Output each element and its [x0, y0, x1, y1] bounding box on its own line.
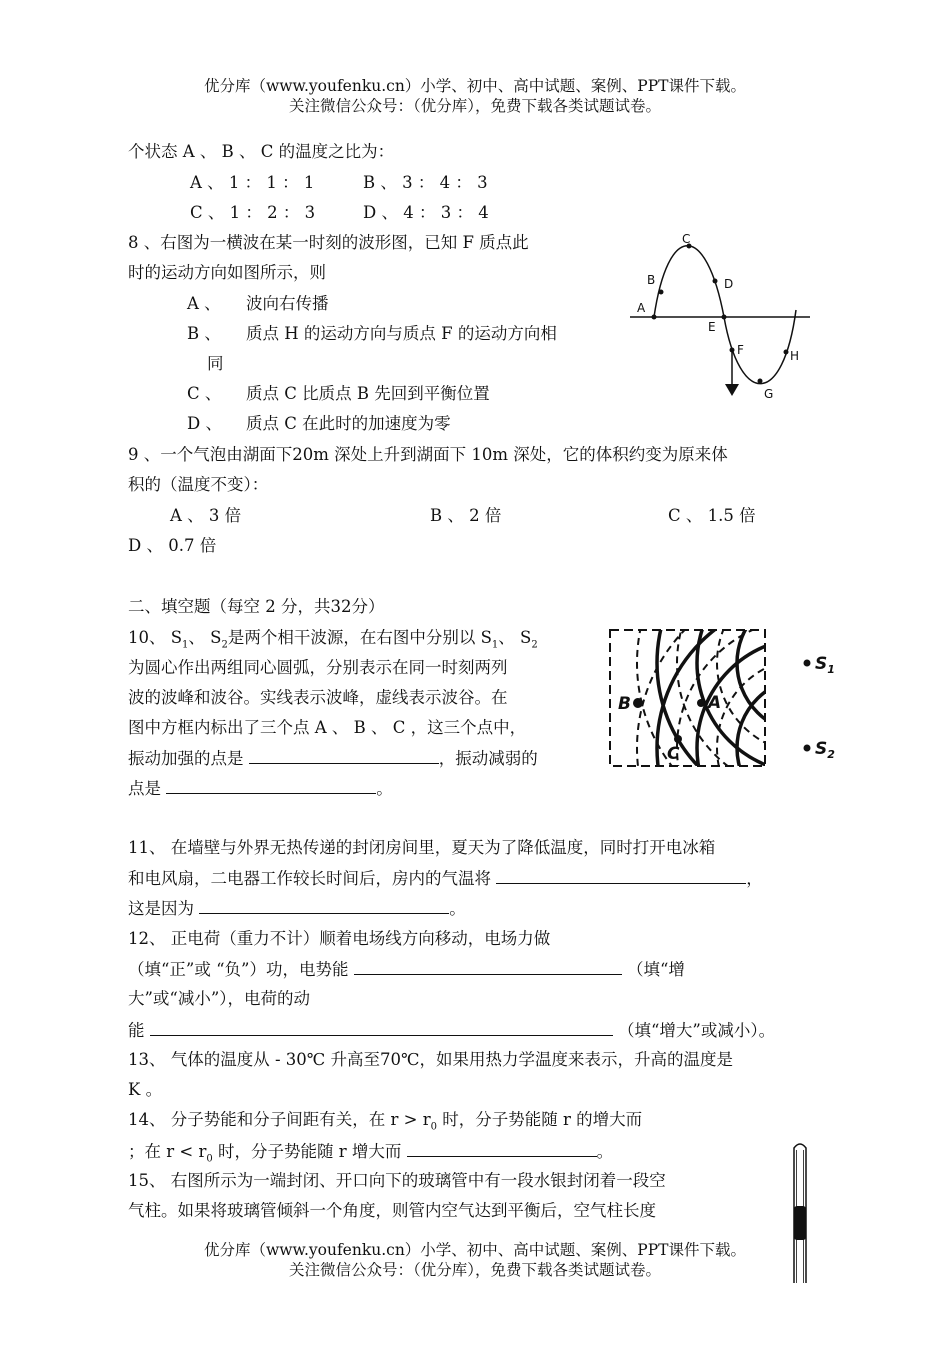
q7-option-a: A 、 1 ： 1 ： 1	[190, 173, 315, 192]
q12-line-2: （填“正”或 “负”）功，电势能 （填“增	[128, 960, 685, 979]
wave-label-d: D	[724, 277, 734, 291]
source-label-s1: $S_1$	[815, 654, 835, 676]
q8-option-a-letter: A 、	[187, 294, 221, 313]
q10-line-3: 波的波峰和波谷。实线表示波峰，虚线表示波谷。在	[128, 688, 508, 707]
q8-option-b-letter: B 、	[187, 324, 221, 343]
q11-line-3: 这是因为 。	[128, 899, 466, 918]
q9-option-b: B 、 2 倍	[430, 506, 502, 525]
q11-blank-temperature[interactable]	[496, 867, 746, 884]
section-2-title: 二、填空题（每空 2 分，共32分）	[128, 597, 385, 616]
q11-line-1: 11、 在墙壁与外界无热传递的封闭房间里，夏天为了降低温度，同时打开电冰箱	[128, 838, 716, 857]
q9-option-a: A 、 3 倍	[170, 506, 242, 525]
q8-option-c: 质点 C 比质点 B 先回到平衡位置	[246, 384, 490, 403]
wave-label-h: H	[790, 349, 800, 363]
q10-line-1: 10、 $S_1$、 $S_2$是两个相干波源，在右图中分别以 $S_1$、 $S_2$	[128, 628, 538, 651]
q8-option-d: 质点 C 在此时的加速度为零	[246, 414, 451, 433]
q10-blank-weakened[interactable]	[166, 777, 376, 794]
q7-option-b: B 、 3 ： 4 ： 3	[363, 173, 488, 192]
q10-blank-strengthened[interactable]	[249, 747, 439, 764]
q14-line-1: 14、 分子势能和分子间距有关，在 $r > r_0$ 时，分子势能随 r 的增大而	[128, 1110, 643, 1133]
q14-line-2: ；在 $r < r_0$ 时，分子势能随 r 增大而 。	[128, 1142, 614, 1165]
wave-label-a: A	[637, 301, 646, 315]
q12-line-4: 能 （填“增大”或减小）。	[128, 1021, 776, 1040]
q11-line-2: 和电风扇，二电器工作较长时间后，房内的气温将 ，	[128, 869, 763, 888]
wave-label-f: F	[737, 343, 744, 357]
q14-blank-potential[interactable]	[407, 1140, 597, 1157]
header-line-2: 关注微信公众号：（优分库），免费下载各类试题试卷。	[288, 97, 661, 115]
q10-line-5: 振动加强的点是 ，振动减弱的	[128, 749, 538, 768]
q13-line-2: K 。	[128, 1080, 163, 1099]
q10-line-4: 图中方框内标出了三个点 A 、 B 、 C ，这三个点中，	[128, 718, 527, 737]
q8-option-d-letter: D 、	[187, 414, 222, 433]
interference-label-a: A	[708, 693, 722, 713]
q11-blank-reason[interactable]	[199, 897, 449, 914]
q9-line-1: 9 、一个气泡由湖面下20m 深处上升到湖面下 10m 深处，它的体积约变为原来体	[128, 445, 728, 464]
q8-line-2: 时的运动方向如图所示，则	[128, 263, 326, 282]
q10-line-6: 点是 。	[128, 779, 393, 798]
interference-label-b: B	[618, 694, 631, 714]
q7-option-d: D 、 4 ： 3 ： 4	[363, 203, 489, 222]
transverse-wave-figure	[628, 232, 818, 404]
wave-label-g: G	[764, 387, 774, 401]
q8-line-1: 8 、右图为一横波在某一时刻的波形图，已知 F 质点此	[128, 233, 529, 252]
q8-option-c-letter: C 、	[187, 384, 222, 403]
header-line-1: 优分库（www.youfenku.cn）小学、初中、高中试题、案例、PPT课件下载。	[203, 77, 747, 95]
q9-option-c: C 、 1.5 倍	[668, 506, 756, 525]
footer-line-1: 优分库（www.youfenku.cn）小学、初中、高中试题、案例、PPT课件下载。	[203, 1241, 747, 1259]
q7-tail: 个状态 A 、 B 、 C 的温度之比为：	[128, 142, 395, 161]
q8-option-b-continued: 同	[207, 354, 224, 373]
q12-blank-potential-energy[interactable]	[354, 958, 622, 975]
q12-line-3: 大”或“减小”），电荷的动	[128, 989, 311, 1008]
q7-option-c: C 、 1 ： 2 ： 3	[190, 203, 316, 222]
interference-figure	[602, 618, 847, 780]
wave-label-c: C	[682, 232, 691, 246]
q10-line-2: 为圆心作出两组同心圆弧，分别表示在同一时刻两列	[128, 658, 508, 677]
q13-line-1: 13、 气体的温度从 - 30℃ 升高至70℃，如果用热力学温度来表示，升高的温度是	[128, 1050, 733, 1069]
q8-option-a: 波向右传播	[246, 294, 329, 313]
q8-option-b: 质点 H 的运动方向与质点 F 的运动方向相	[246, 324, 557, 343]
q12-blank-kinetic-energy[interactable]	[150, 1019, 613, 1036]
q9-option-d: D 、 0.7 倍	[128, 536, 217, 555]
footer-line-2: 关注微信公众号：（优分库），免费下载各类试题试卷。	[288, 1261, 661, 1279]
wave-label-b: B	[647, 273, 656, 287]
q9-line-2: 积的（温度不变）：	[128, 475, 269, 494]
source-label-s2: $S_2$	[815, 739, 835, 761]
q15-line-2: 气柱。如果将玻璃管倾斜一个角度，则管内空气达到平衡后，空气柱长度	[128, 1201, 656, 1220]
q15-line-1: 15、 右图所示为一端封闭、开口向下的玻璃管中有一段水银封闭着一段空	[128, 1171, 666, 1190]
velocity-arrowhead	[725, 384, 739, 396]
wave-label-e: E	[708, 320, 716, 334]
mercury-column	[794, 1206, 806, 1240]
q12-line-1: 12、 正电荷（重力不计）顺着电场线方向移动，电场力做	[128, 929, 551, 948]
wave-curve	[654, 246, 796, 384]
interference-label-c: C	[667, 744, 680, 764]
